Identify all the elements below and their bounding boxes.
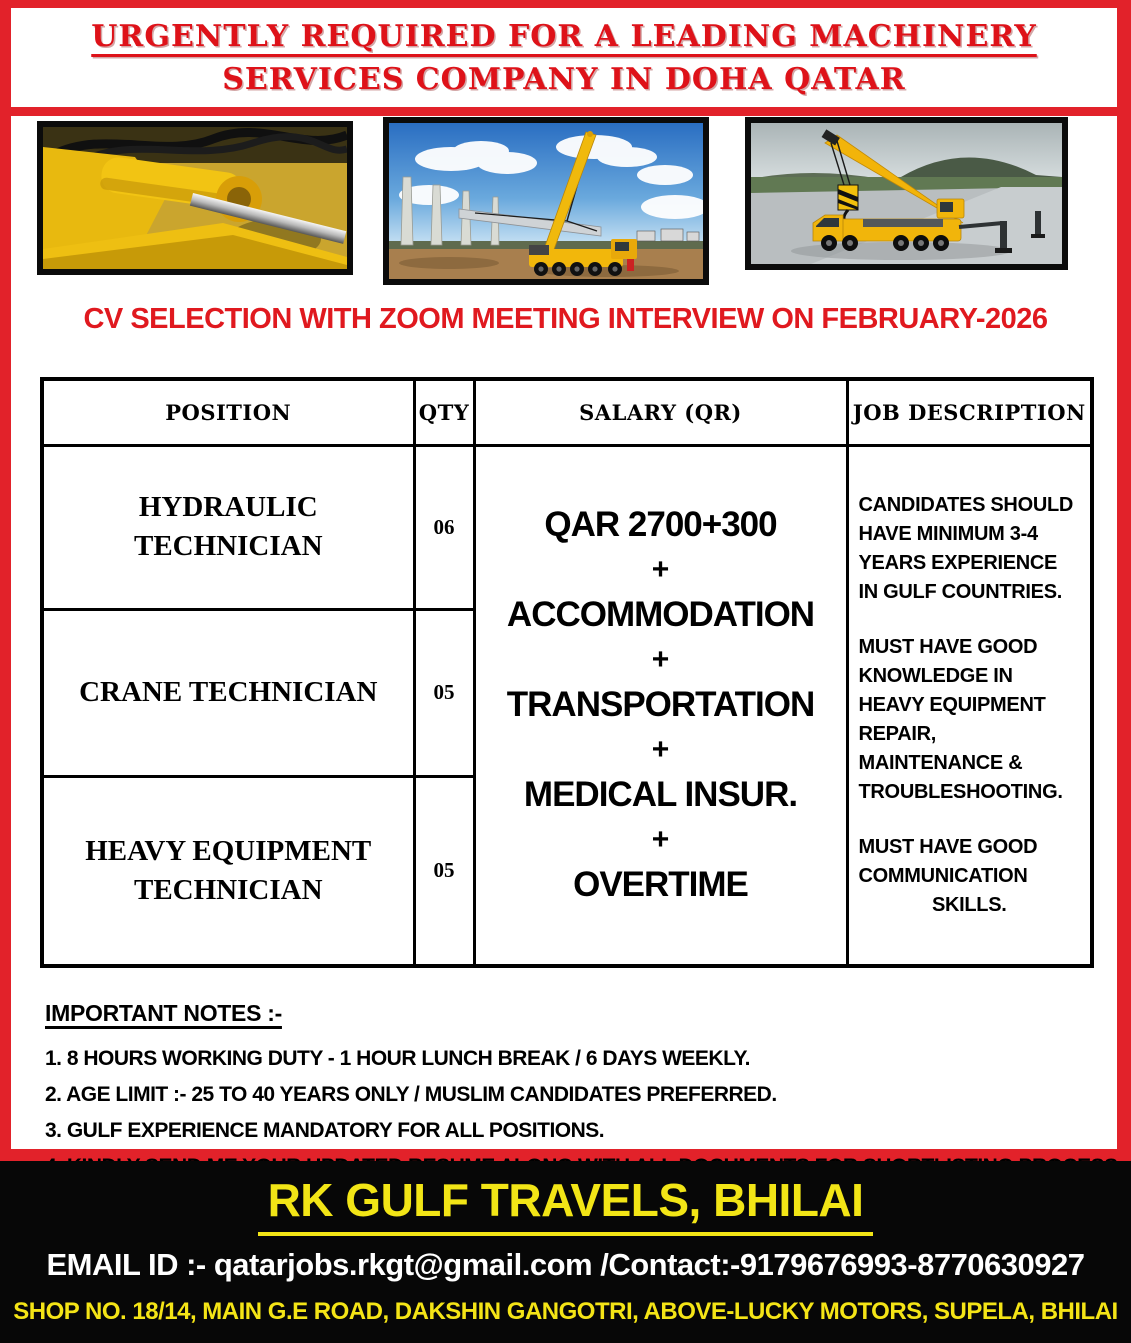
job-description-paragraph: MUST HAVE GOOD KNOWLEDGE IN HEAVY EQUIPMENT REPAIR, MAINTENANCE & TROUBLESHOOTING. <box>858 635 1063 803</box>
frame-top-bar <box>0 0 1131 8</box>
header-banner <box>11 8 1117 107</box>
header-line-2: SERVICES COMPANY IN DOHA QATAR <box>222 61 906 97</box>
interview-subheading: CV SELECTION WITH ZOOM MEETING INTERVIEW ON FEBRUARY-2026 <box>83 303 1048 335</box>
telescopic-truck-crane-illustration <box>751 123 1062 264</box>
machinery-photo-hydraulics <box>37 121 353 275</box>
salary-plus: + <box>651 823 670 857</box>
salary-line: OVERTIME <box>573 865 748 905</box>
header-line-1: URGENTLY REQUIRED FOR A LEADING MACHINERY <box>91 18 1037 54</box>
header-divider-bar <box>0 107 1131 116</box>
notes-title: IMPORTANT NOTES :- <box>45 1000 282 1026</box>
machinery-photo-truck-crane <box>745 117 1068 270</box>
salary-plus: + <box>651 553 670 587</box>
table-row <box>42 445 1092 609</box>
note-item-2: 2. AGE LIMIT :- 25 TO 40 YEARS ONLY / MUSLIM CANDIDATES PREFERRED. <box>45 1083 777 1106</box>
machinery-photo-crane-lifting <box>383 117 709 285</box>
frame-left-bar <box>0 0 11 1161</box>
frame-right-bar <box>1117 0 1131 1161</box>
agency-name: RK GULF TRAVELS, BHILAI <box>258 1173 874 1236</box>
job-description-paragraph: MUST HAVE GOOD COMMUNICATION SKILLS. <box>858 835 1038 916</box>
table-header-qty: QTY <box>414 379 474 445</box>
qty-cell: 06 <box>414 445 474 609</box>
note-item-3: 3. GULF EXPERIENCE MANDATORY FOR ALL POSITIONS. <box>45 1119 605 1142</box>
salary-plus: + <box>651 643 670 677</box>
contact-line: EMAIL ID :- qatarjobs.rkgt@gmail.com /Contact:-9179676993-8770630927 <box>46 1247 1085 1282</box>
table-header-job-description: JOB DESCRIPTION <box>847 379 1092 445</box>
table-header-salary: SALARY (QR) <box>474 379 847 445</box>
address-line: SHOP NO. 18/14, MAIN G.E ROAD, DAKSHIN GANGOTRI, ABOVE-LUCKY MOTORS, SUPELA, BHILAI <box>13 1298 1118 1325</box>
position-cell: CRANE TECHNICIAN <box>42 609 414 776</box>
crane-lifting-beam-illustration <box>389 123 703 279</box>
salary-line: MEDICAL INSUR. <box>523 775 798 815</box>
table-header-position: POSITION <box>42 379 414 445</box>
salary-line: TRANSPORTATION <box>506 685 815 725</box>
positions-table <box>40 377 1094 968</box>
note-item-1: 1. 8 HOURS WORKING DUTY - 1 HOUR LUNCH BREAK / 6 DAYS WEEKLY. <box>45 1047 750 1070</box>
salary-cell <box>474 445 847 966</box>
salary-line: QAR 2700+300 <box>544 505 777 545</box>
position-cell: HEAVY EQUIPMENT TECHNICIAN <box>42 776 414 966</box>
salary-line: ACCOMMODATION <box>506 595 815 635</box>
job-description-paragraph: CANDIDATES SHOULD HAVE MINIMUM 3-4 YEARS EXPERIENCE IN GULF COUNTRIES. <box>858 493 1074 603</box>
qty-cell: 05 <box>414 776 474 966</box>
qty-cell: 05 <box>414 609 474 776</box>
salary-plus: + <box>651 733 670 767</box>
footer-section <box>0 1161 1131 1343</box>
position-cell: HYDRAULIC TECHNICIAN <box>42 445 414 609</box>
hydraulic-cylinder-illustration <box>43 127 347 269</box>
job-description-cell <box>847 445 1092 966</box>
important-notes-section <box>45 1000 1105 1185</box>
